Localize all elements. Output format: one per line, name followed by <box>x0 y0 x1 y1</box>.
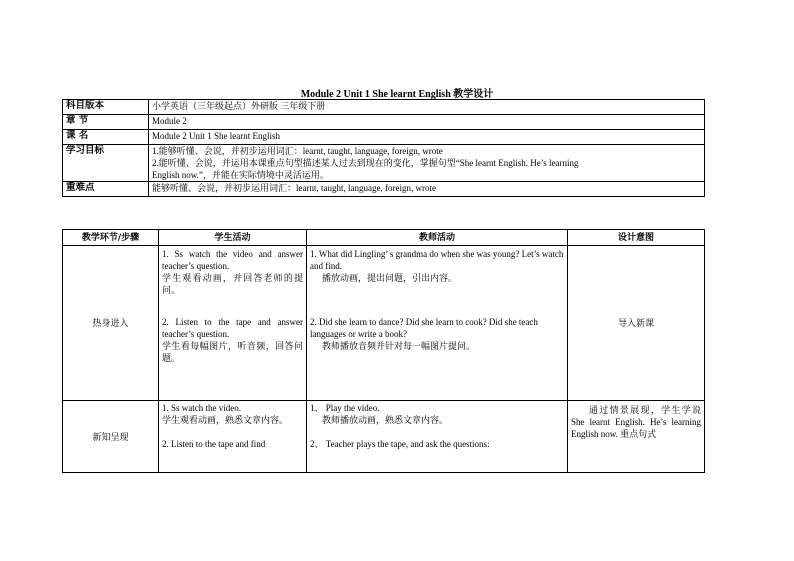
activity-zh: 学生观看动画，并回答老师的提问。 <box>162 273 303 295</box>
info-label: 学习目标 <box>63 145 149 182</box>
student-activity-cell <box>159 246 307 401</box>
objective-line: 1.能够听懂、会说，并初步运用词汇：learnt, taught, language, foreign, wrote <box>152 146 443 156</box>
info-label: 章 节 <box>63 115 149 130</box>
intent-cell: 导入新课 <box>568 246 705 401</box>
activity-en: 1. What did Lingling’ s grandma do when she was young? Let’s watch and find. <box>310 249 564 271</box>
info-row <box>63 100 705 115</box>
document-title: Module 2 Unit 1 She learnt English 教学设计 <box>300 89 494 100</box>
info-value: Module 2 Unit 1 She learnt English <box>149 130 705 145</box>
header-row <box>63 230 705 246</box>
teacher-activity-cell <box>307 246 568 401</box>
column-header: 学生活动 <box>159 230 307 246</box>
activity-zh: 教师播放动画，熟悉文章内容。 <box>322 415 449 425</box>
objective-line: 2.能听懂、会说，并运用本课重点句型描述某人过去到现在的变化，掌握句型“She learnt English. He’s learning <box>152 158 579 168</box>
info-value <box>149 145 705 182</box>
info-row <box>63 145 705 182</box>
info-label: 重难点 <box>63 182 149 197</box>
info-row <box>63 182 705 197</box>
column-header: 设计意图 <box>568 230 705 246</box>
course-info-table <box>62 99 705 197</box>
activity-en: 2. Did she learn to dance? Did she learn to cook? Did she teach languages or write a book? <box>310 317 538 339</box>
teacher-activity-cell <box>307 401 568 473</box>
column-header: 教学环节/步骤 <box>63 230 159 246</box>
info-value: 能够听懂、会说，并初步运用词汇：learnt, taught, language, foreign, wrote <box>149 182 705 197</box>
info-value: Module 2 <box>149 115 705 130</box>
info-row <box>63 115 705 130</box>
activity-zh: 学生观看动画，熟悉文章内容。 <box>162 415 289 425</box>
lesson-plan-table <box>62 229 705 473</box>
column-header: 教师活动 <box>307 230 568 246</box>
objective-line: English now.”，并能在实际情境中灵活运用。 <box>152 170 329 180</box>
info-row <box>63 130 705 145</box>
activity-zh: 学生看每幅图片，听音频，回答问题。 <box>162 341 303 363</box>
activity-en: 2. Listen to the tape and find <box>162 439 266 449</box>
info-label: 课 名 <box>63 130 149 145</box>
activity-zh: 播放动画，提出问题，引出内容。 <box>322 273 458 283</box>
activity-en: 1. Ss watch the video and answer teacher’s question. <box>162 249 303 271</box>
activity-zh: 教师播放音频并针对每一幅图片提问。 <box>322 341 476 351</box>
table-row <box>63 246 705 401</box>
student-activity-cell <box>159 401 307 473</box>
table-row <box>63 401 705 473</box>
stage-cell: 热身进入 <box>63 246 159 401</box>
info-value: 小学英语（三年级起点）外研版 三年级下册 <box>149 100 705 115</box>
activity-en: 2. Listen to the tape and answer teacher’s question. <box>162 317 303 339</box>
info-label: 科目版本 <box>63 100 149 115</box>
activity-en: 1、 Play the video. <box>310 403 380 413</box>
stage-cell: 新知呈现 <box>63 401 159 473</box>
activity-en: 1. Ss watch the video. <box>162 403 241 413</box>
activity-en: 2、 Teacher plays the tape, and ask the questions: <box>310 439 490 449</box>
intent-cell: 通过情景展现，学生学说 She learnt English. He’s learning English now. 重点句式 <box>568 401 705 473</box>
